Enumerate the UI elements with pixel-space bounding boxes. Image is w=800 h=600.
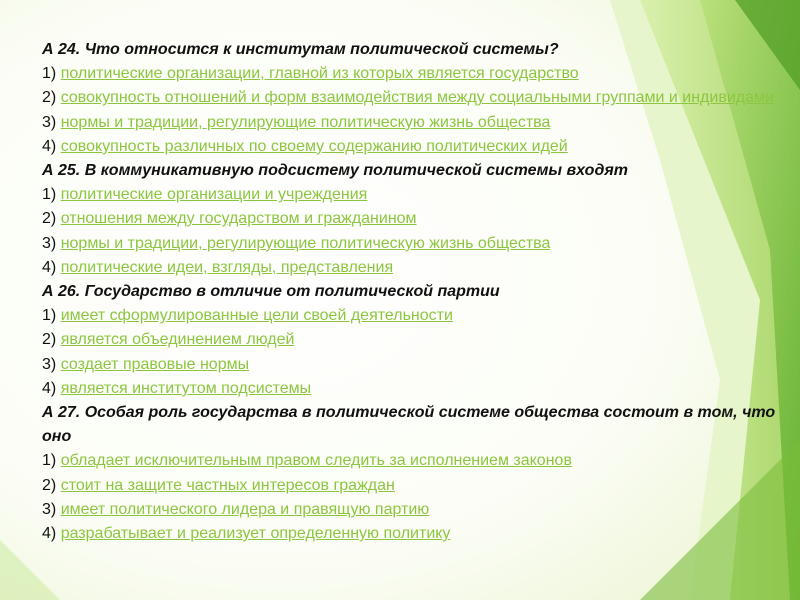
answer-option	[42, 498, 782, 522]
answer-option	[42, 62, 782, 86]
option-link[interactable]: политические идеи, взгляды, представления	[60, 258, 394, 276]
option-link[interactable]: разрабатывает и реализует определенную политику	[60, 525, 451, 543]
option-number: 1)	[42, 452, 57, 470]
option-number: 2)	[42, 210, 57, 228]
option-link[interactable]: политические организации, главной из которых является государство	[60, 65, 579, 83]
answer-option	[42, 474, 782, 498]
answer-option	[42, 232, 782, 256]
answer-option	[42, 135, 782, 159]
answer-option	[42, 86, 782, 110]
answer-option	[42, 328, 782, 352]
answer-option	[42, 207, 782, 231]
option-number: 1)	[42, 186, 57, 204]
answer-option	[42, 256, 782, 280]
option-link[interactable]: имеет сформулированные цели своей деятельности	[60, 307, 453, 325]
answer-option	[42, 377, 782, 401]
option-number: 4)	[42, 137, 57, 155]
option-number: 4)	[42, 258, 57, 276]
option-link[interactable]: нормы и традиции, регулирующие политическую жизнь общества	[60, 113, 551, 131]
option-link[interactable]: политические организации и учреждения	[60, 186, 368, 204]
question-block	[42, 38, 782, 159]
option-link[interactable]: нормы и традиции, регулирующие политическую жизнь общества	[60, 234, 551, 252]
question-block	[42, 401, 782, 546]
question-title: А 27. Особая роль государства в политической системе общества состоит в том, что оно	[42, 404, 776, 446]
option-number: 2)	[42, 331, 57, 349]
option-link[interactable]: является объединением людей	[60, 331, 295, 349]
option-link[interactable]: стоит на защите частных интересов граждан	[60, 476, 395, 494]
answer-option	[42, 353, 782, 377]
option-number: 3)	[42, 355, 57, 373]
option-link[interactable]: создает правовые нормы	[60, 355, 250, 373]
option-link[interactable]: является институтом подсистемы	[60, 379, 312, 397]
option-number: 3)	[42, 113, 57, 131]
answer-option	[42, 522, 782, 546]
answer-option	[42, 111, 782, 135]
option-link[interactable]: совокупность различных по своему содержанию политических идей	[60, 137, 568, 155]
option-link[interactable]: обладает исключительным правом следить за исполнением законов	[60, 452, 572, 470]
option-link[interactable]: отношения между государством и гражданином	[60, 210, 417, 228]
option-number: 4)	[42, 525, 57, 543]
question-block	[42, 280, 782, 401]
question-block	[42, 159, 782, 280]
option-number: 4)	[42, 379, 57, 397]
option-number: 2)	[42, 89, 57, 107]
option-number: 2)	[42, 476, 57, 494]
option-number: 1)	[42, 65, 57, 83]
option-number: 3)	[42, 500, 57, 518]
question-title: А 24. Что относится к институтам политической системы?	[42, 41, 559, 58]
option-number: 3)	[42, 234, 57, 252]
question-list	[42, 38, 782, 546]
question-title: А 25. В коммуникативную подсистему политической системы входят	[42, 162, 628, 180]
question-title: А 26. Государство в отличие от политической партии	[42, 283, 500, 301]
answer-option	[42, 304, 782, 328]
option-link[interactable]: совокупность отношений и форм взаимодействия между социальными группами и индивидами	[60, 89, 774, 107]
answer-option	[42, 449, 782, 473]
option-link[interactable]: имеет политического лидера и правящую партию	[60, 500, 430, 518]
option-number: 1)	[42, 307, 57, 325]
answer-option	[42, 183, 782, 207]
